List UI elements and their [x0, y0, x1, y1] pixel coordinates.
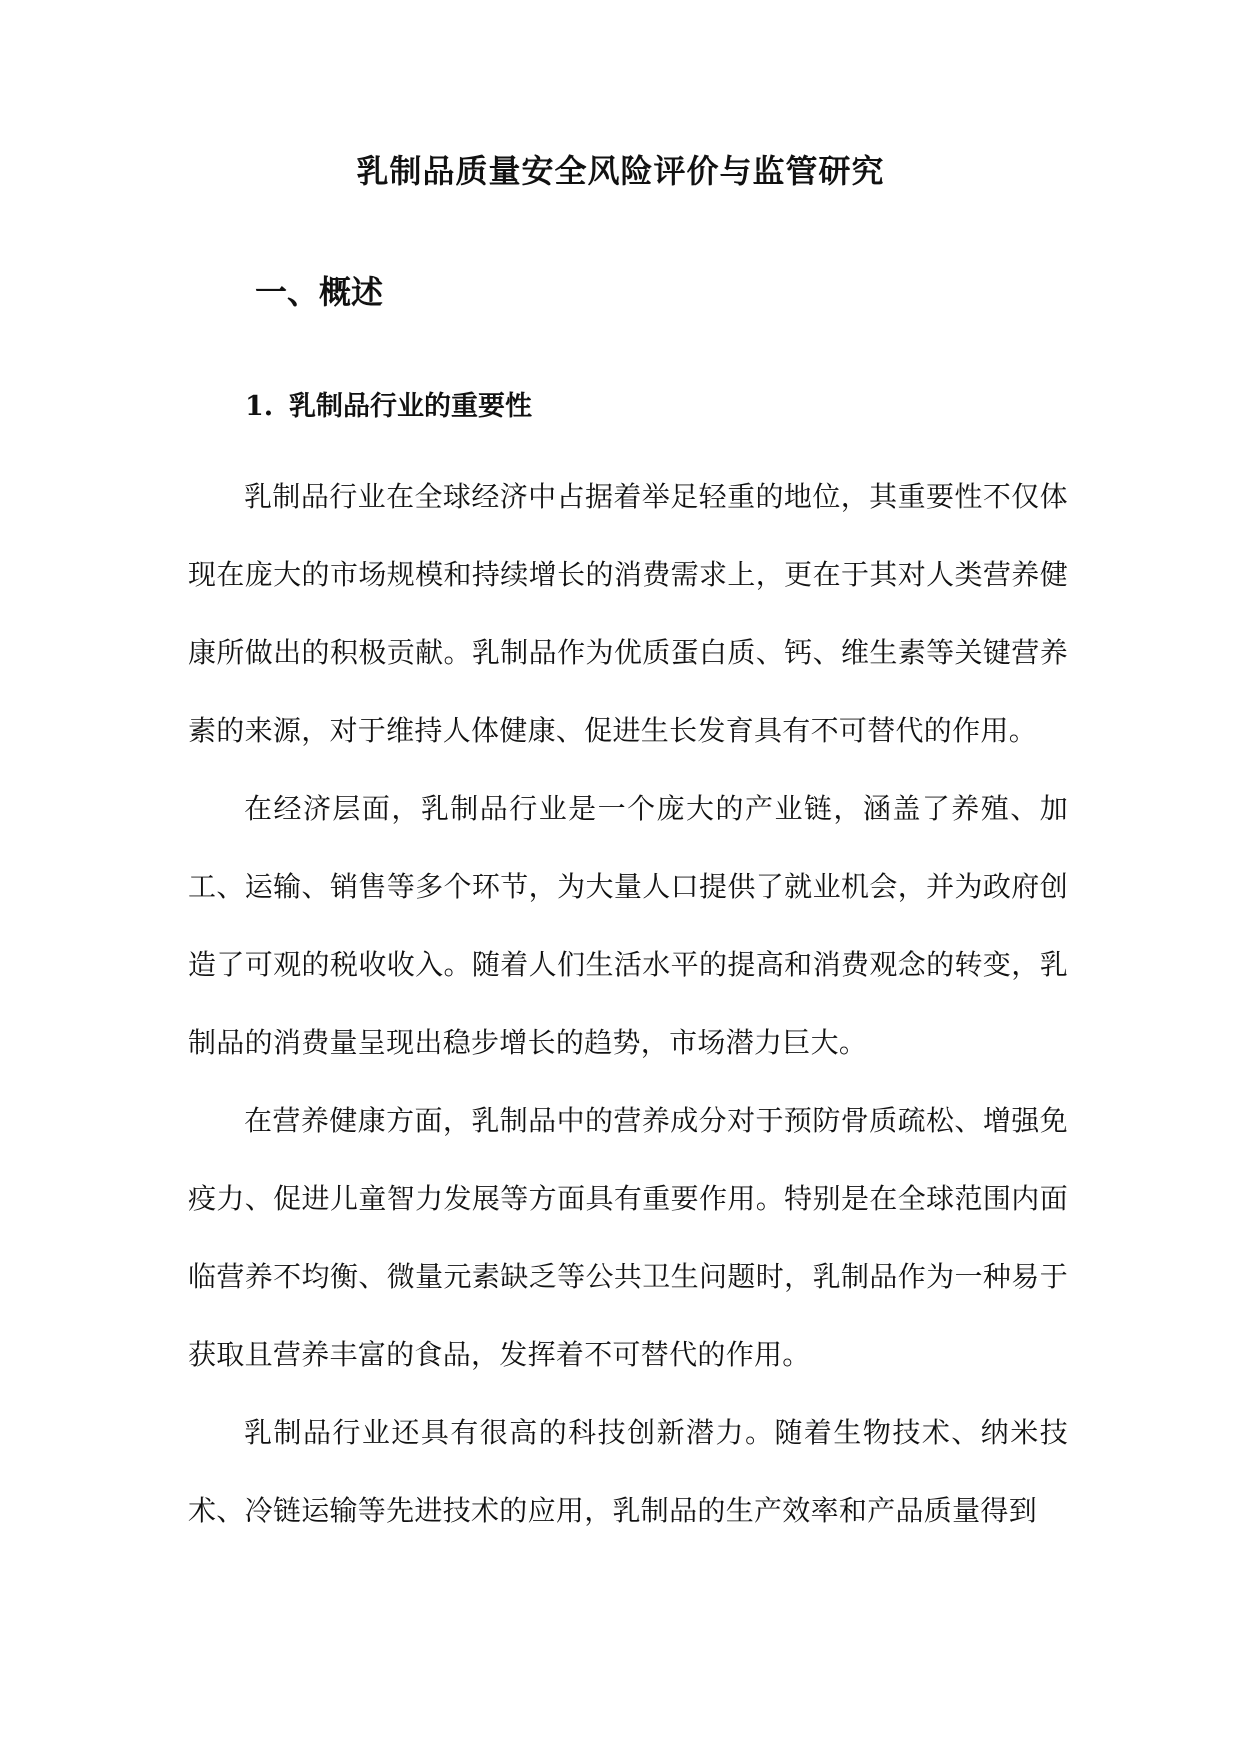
paragraph: 在经济层面，乳制品行业是一个庞大的产业链，涵盖了养殖、加工、运输、销售等多个环节，为大量人口提供了就业机会，并为政府创造了可观的税收收入。随着人们生活水平的提高和消费观念的转变，乳制品的消费量呈现出稳步增长的趋势，市场潜力巨大。	[188, 792, 1068, 1059]
subsection-heading	[245, 384, 532, 430]
paragraph: 乳制品行业在全球经济中占据着举足轻重的地位，其重要性不仅体现在庞大的市场规模和持续增长的消费需求上，更在于其对人类营养健康所做出的积极贡献。乳制品作为优质蛋白质、钙、维生素等关键营养素的来源，对于维持人体健康、促进生长发育具有不可替代的作用。	[188, 480, 1068, 747]
section-heading-overview: 一、概述	[255, 273, 384, 311]
paragraph: 在营养健康方面，乳制品中的营养成分对于预防骨质疏松、增强免疫力、促进儿童智力发展等方面具有重要作用。特别是在全球范围内面临营养不均衡、微量元素缺乏等公共卫生问题时，乳制品作为一种易于获取且营养丰富的食品，发挥着不可替代的作用。	[188, 1104, 1068, 1371]
document-title: 乳制品质量安全风险评价与监管研究	[356, 152, 885, 190]
subsection-title: 乳制品行业的重要性	[289, 391, 532, 422]
subsection-number: 1.	[245, 391, 274, 422]
body-text	[188, 458, 1068, 1550]
paragraph: 乳制品行业还具有很高的科技创新潜力。随着生物技术、纳米技术、冷链运输等先进技术的应用，乳制品的生产效率和产品质量得到	[188, 1416, 1068, 1527]
